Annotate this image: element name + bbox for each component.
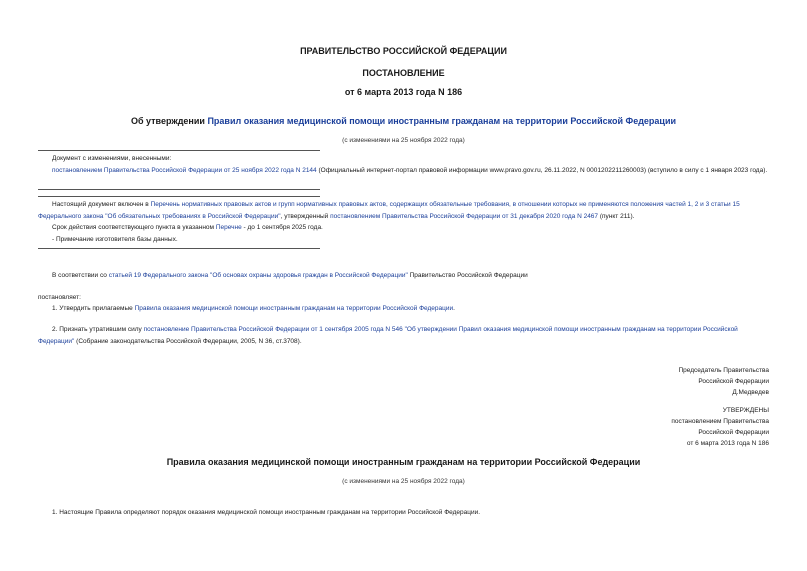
resolves-text: постановляет: (38, 294, 81, 301)
divider (38, 150, 320, 151)
divider (38, 189, 320, 190)
item-2 (38, 324, 770, 347)
document-title (0, 116, 807, 126)
preamble-para (38, 270, 770, 282)
issuer-heading: ПРАВИТЕЛЬСТВО РОССИЙСКОЙ ФЕДЕРАЦИИ (300, 46, 507, 56)
item-2-text-b: (Собрание законодательства Российской Федерации, 2005, N 36, ст.3708). (74, 337, 302, 345)
inclusion-text-c: (пункт 211). (598, 212, 635, 220)
preamble-text-a: В соответствии со (52, 272, 109, 279)
signature-position: Председатель Правительства (678, 367, 769, 374)
approval-by: постановлением Правительства (671, 418, 769, 425)
rules-title: Правила оказания медицинской помощи иностранным гражданам на территории Российской Федерации (166, 457, 641, 467)
item-1-para (38, 303, 770, 315)
changes-note-line: Документ с изменениями, внесенными: (52, 155, 172, 162)
changes-link[interactable]: постановлением Правительства Российской Федерации от 25 ноября 2022 года N 2144 (52, 166, 317, 174)
list-short-link[interactable]: Перечне (215, 224, 242, 231)
divider (38, 248, 320, 249)
rules-link[interactable]: Правила оказания медицинской помощи иностранным гражданам на территории Российской Федерации (134, 305, 454, 312)
document-date: от 6 марта 2013 года N 186 (344, 87, 463, 97)
validity-para (38, 222, 770, 234)
inclusion-text-a: Настоящий документ включен в (52, 201, 151, 208)
item-1 (38, 303, 770, 315)
inclusion-note-para (38, 199, 770, 222)
item-2-text-a: 2. Признать утратившим силу (52, 326, 144, 333)
inclusion-note (38, 199, 770, 245)
changes-note-text (38, 165, 770, 177)
validity-text-b: - до 1 сентября 2025 года. (241, 224, 323, 231)
rules-item-1-text: 1. Настоящие Правила определяют порядок оказания медицинской помощи иностранным гражданам на территории Российской Федерации. (52, 509, 481, 516)
title-link[interactable]: Правил оказания медицинской помощи иностранным гражданам на территории Российской Федерации (207, 116, 677, 126)
rules-revision: (с изменениями на 25 ноября 2022 года) (342, 478, 465, 485)
approval-date: от 6 марта 2013 года N 186 (686, 440, 769, 447)
law-article-link[interactable]: статьей 19 Федерального закона "Об основах охраны здоровья граждан в Российской Федерации" (108, 272, 408, 279)
resolution-2467-link[interactable]: постановлением Правительства Российской Федерации от 31 декабря 2020 года N 2467 (330, 212, 599, 220)
item-1-text-b: . (453, 305, 455, 312)
document-type: ПОСТАНОВЛЕНИЕ (362, 68, 445, 78)
item-1-text-a: 1. Утвердить прилагаемые (52, 305, 135, 312)
signature-block (678, 365, 769, 398)
revision-note: (с изменениями на 25 ноября 2022 года) (342, 137, 465, 144)
validity-text-a: Срок действия соответствующего пункта в указанном (52, 224, 216, 231)
signature-name: Д.Медведев (732, 389, 769, 396)
signature-country: Российской Федерации (698, 378, 769, 385)
resolves (38, 292, 770, 304)
preamble-text-b: Правительство Российской Федерации (407, 272, 528, 279)
inclusion-text-b: , утвержденный (280, 212, 331, 220)
title-prefix: Об утверждении (130, 116, 208, 126)
preamble (38, 270, 770, 282)
rules-item-1 (38, 507, 770, 519)
approval-block (671, 405, 769, 449)
item-2-para (38, 324, 770, 347)
approval-country: Российской Федерации (698, 429, 769, 436)
resolution-546-link[interactable]: постановление Правительства Российской Федерации от 1 сентября 2005 года N 546 "Об утверждении Правил оказания медицинской помощи иностранным гражданам на территории Российской Федерации" (38, 326, 738, 345)
changes-note-tail: (Официальный интернет-портал правовой информации www.pravo.gov.ru, 26.11.2022, N 0001202211260003) (вступило в силу с 1 января 2023 года). (316, 166, 768, 174)
approval-label: УТВЕРЖДЕНЫ (722, 407, 769, 414)
divider (38, 196, 320, 197)
db-maker-note: - Примечание изготовителя базы данных. (52, 235, 178, 243)
list-link[interactable]: Перечень нормативных правовых актов и групп нормативных правовых актов, содержащих обязательные требования, в отношении которых не применяются положения частей 1, 2 и 3 статьи 15 Федерального закона "Об обязательных требованиях в Российской Федерации" (38, 201, 740, 220)
changes-note (38, 153, 770, 176)
